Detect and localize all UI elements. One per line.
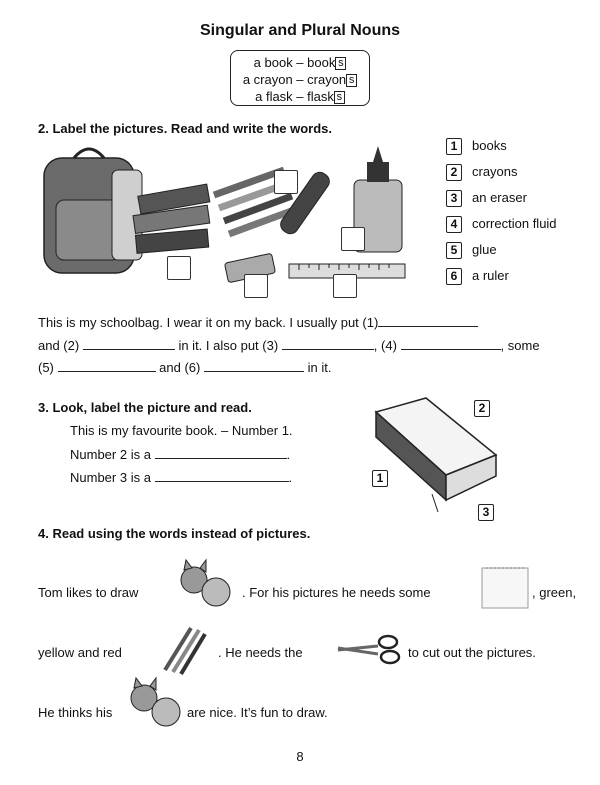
label-item: 3 an eraser	[446, 189, 527, 207]
rule-box	[230, 50, 370, 106]
label-item: 2 crayons	[446, 163, 518, 181]
blank-2[interactable]	[83, 337, 175, 350]
picture-label-box[interactable]	[341, 227, 365, 251]
label-item: 1 books	[446, 137, 507, 155]
label-item: 4 correction fluid	[446, 215, 557, 233]
rule-line: a crayon – crayon s	[231, 71, 369, 88]
picture-label-box[interactable]	[244, 274, 268, 298]
book-number-label: 2	[474, 400, 490, 417]
label-item: 6 a ruler	[446, 267, 509, 285]
section4-line: are nice. It’s fun to draw.	[187, 705, 328, 720]
section4-line: to cut out the pictures.	[408, 645, 536, 660]
blank-4[interactable]	[401, 337, 501, 350]
schoolbag-icon	[44, 149, 142, 273]
paragraph-line: (5) and (6) in it.	[38, 360, 332, 375]
page-number: 8	[296, 749, 304, 764]
blank-3[interactable]	[282, 337, 374, 350]
section3-heading: 3. Look, label the picture and read.	[38, 400, 252, 415]
pencils-icon	[155, 622, 211, 678]
section4-line: yellow and red	[38, 645, 122, 660]
school-supplies-illustration	[34, 140, 444, 300]
kittens-icon	[122, 676, 188, 732]
section3-line: This is my favourite book. – Number 1.	[70, 423, 293, 438]
label-item: 5 glue	[446, 241, 497, 259]
paper-icon	[478, 562, 532, 612]
blank-1[interactable]	[378, 314, 478, 327]
section3-line: Number 2 is a .	[70, 447, 291, 462]
section4-heading: 4. Read using the words instead of pictures.	[38, 526, 311, 541]
paragraph-line: This is my schoolbag. I wear it on my back. I usually put (1)	[38, 314, 478, 330]
rule-line: a flask – flask s	[231, 88, 369, 105]
blank-number-2[interactable]	[155, 446, 287, 459]
section4-line: . He needs the	[218, 645, 303, 660]
section4-line: Tom likes to draw	[38, 585, 139, 600]
section2-heading: 2. Label the pictures. Read and write the words.	[38, 121, 333, 136]
book-number-label: 3	[478, 504, 494, 521]
page-title: Singular and Plural Nouns	[199, 22, 401, 39]
rule-line: a book – book s	[231, 54, 369, 71]
blank-5[interactable]	[58, 359, 156, 372]
blank-6[interactable]	[204, 359, 304, 372]
section3-line: Number 3 is a .	[70, 470, 293, 485]
scissors-icon	[334, 632, 406, 666]
paragraph-line: and (2) in it. I also put (3) , (4) , some	[38, 338, 540, 353]
kittens-icon	[172, 558, 238, 612]
section4-line: He thinks his	[38, 705, 113, 720]
picture-label-box[interactable]	[167, 256, 191, 280]
book-number-label: 1	[372, 470, 388, 487]
books-icon	[133, 184, 210, 253]
blank-number-3[interactable]	[155, 469, 289, 482]
section4-line: . For his pictures he needs some	[242, 585, 431, 600]
picture-label-box[interactable]	[333, 274, 357, 298]
picture-label-box[interactable]	[274, 170, 298, 194]
section4-line: , green,	[532, 585, 577, 600]
